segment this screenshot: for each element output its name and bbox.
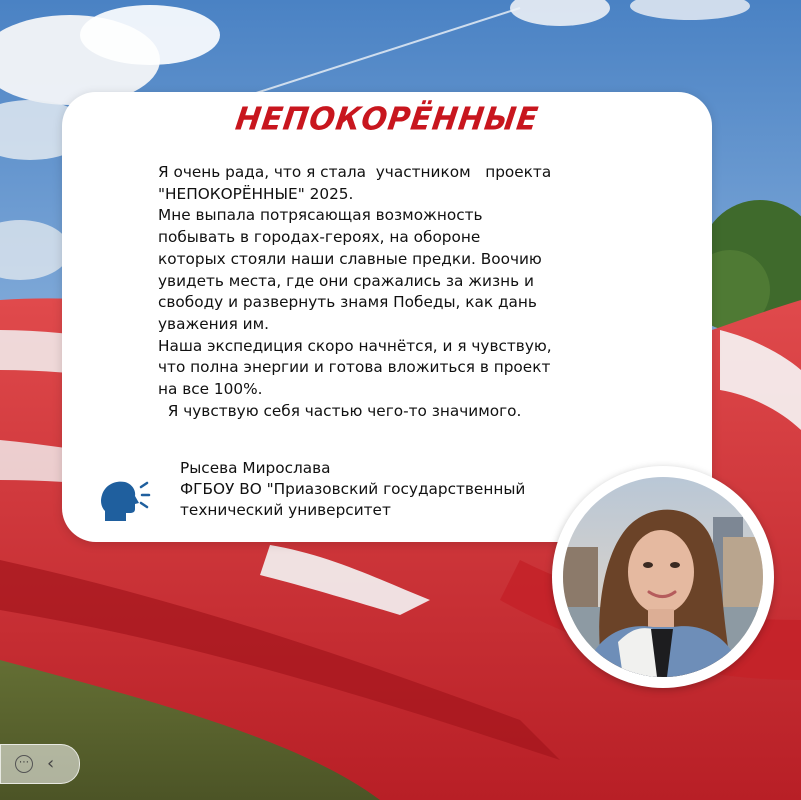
text-line: на все 100%. bbox=[158, 380, 263, 399]
text-line: уважения им. bbox=[158, 314, 269, 333]
author-organization: ФГБОУ ВО "Приазовский государственный bbox=[180, 480, 526, 498]
text-line: что полна энергии и готова вложиться в проект bbox=[158, 358, 551, 377]
project-logo: НЕПОКОРЁННЫЕ bbox=[233, 101, 541, 138]
more-dots-icon[interactable]: ⋯ bbox=[15, 755, 33, 773]
text-line: "НЕПОКОРЁННЫЕ" 2025. bbox=[158, 184, 354, 203]
quote-card bbox=[62, 92, 712, 542]
text-line: свободу и развернуть знамя Победы, как дань bbox=[158, 293, 537, 312]
text-line: которых стояли наши славные предки. Воочию bbox=[158, 249, 542, 268]
text-line: побывать в городах-героях, на обороне bbox=[158, 228, 481, 247]
speaking-head-icon bbox=[99, 477, 151, 525]
text-line: увидеть места, где они сражались за жизнь и bbox=[158, 271, 534, 290]
testimonial-text bbox=[158, 162, 698, 422]
text-line: Я очень рада, что я стала участником проекта bbox=[158, 163, 552, 181]
author-name: Рысева Мирослава bbox=[180, 459, 331, 477]
author-block bbox=[180, 458, 600, 521]
author-organization-cont: технический университет bbox=[180, 501, 391, 519]
story-nav-widget[interactable] bbox=[0, 744, 80, 784]
text-line: Мне выпала потрясающая возможность bbox=[158, 206, 483, 225]
author-photo bbox=[552, 466, 774, 688]
text-line: Я чувствую себя частью чего-то значимого. bbox=[158, 401, 522, 420]
portrait-image bbox=[563, 477, 763, 677]
chevron-left-icon[interactable]: ‹ bbox=[47, 753, 55, 774]
text-line: Наша экспедиция скоро начнётся, и я чувствую, bbox=[158, 336, 552, 355]
